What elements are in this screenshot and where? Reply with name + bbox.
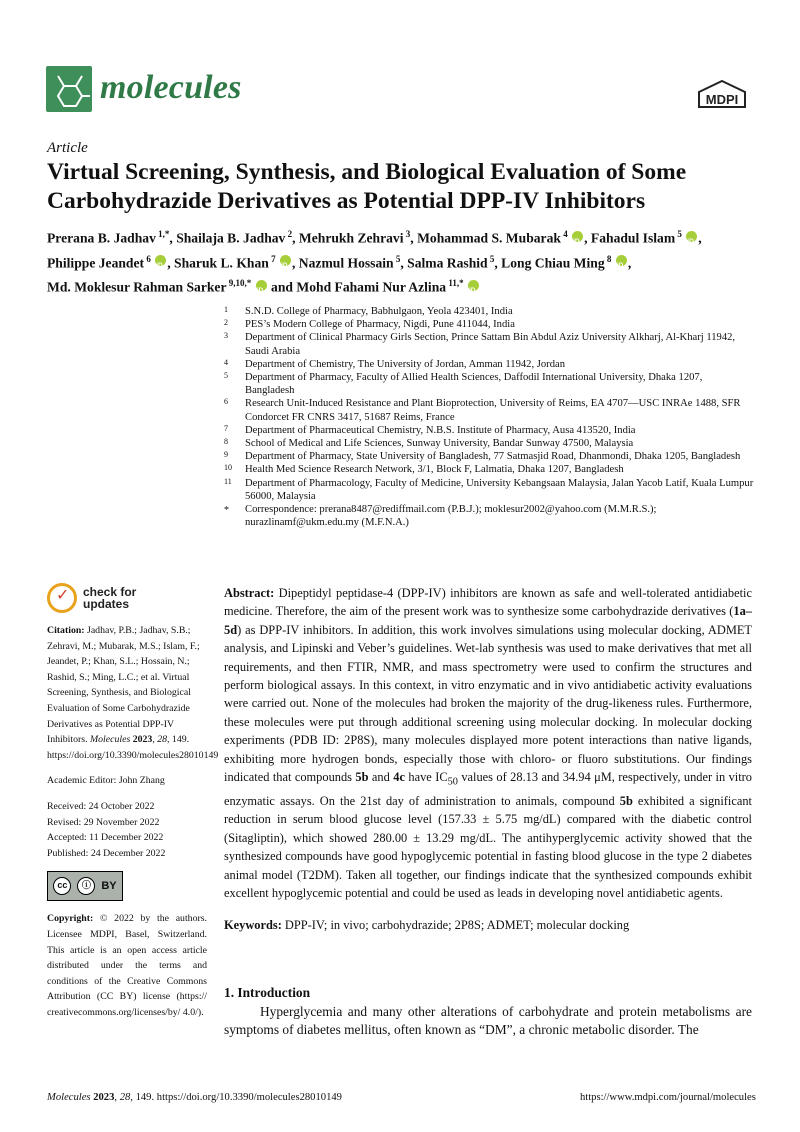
- affiliation-item: [224, 371, 754, 397]
- cc-icon: cc: [53, 877, 71, 895]
- author-name: Prerana B. Jadhav: [47, 230, 156, 246]
- correspondence-text[interactable]: Correspondence: prerana8487@rediffmail.com (P.B.J.); moklesur2002@yahoo.com (M.M.R.S.); nurazlinamf@ukm.edu.my (M.F.N.A.): [245, 504, 657, 529]
- author-affiliation-sup: 4: [560, 229, 568, 239]
- author-name: Nazmul Hossain: [298, 255, 394, 271]
- abstract-text-5: values of 28.13 and 34.94 μM, respectively, under in vitro enzymatic assays. On the 21st day of administration to animals, compound: [224, 770, 752, 808]
- author-name: Md. Moklesur Rahman Sarker: [47, 279, 227, 295]
- citation-doi[interactable]: , 149. https://doi.org/10.3390/molecules28010149: [47, 734, 219, 761]
- copyright-label: Copyright:: [47, 913, 94, 925]
- copyright-block: [47, 911, 207, 1020]
- affiliation-text: School of Medical and Life Sciences, Sunway University, Bandar Sunway 47500, Malaysia: [245, 438, 634, 450]
- paper-title: Virtual Screening, Synthesis, and Biological Evaluation of Some Carbohydrazide Derivatives as Potential DPP-IV Inhibitors: [47, 159, 687, 214]
- journal-logo-icon: [46, 66, 92, 112]
- affiliation-number: 7: [224, 423, 228, 433]
- affiliation-item: [224, 397, 754, 423]
- author-name: Mohd Fahami Nur Azlina: [296, 279, 447, 295]
- affiliation-item: [224, 318, 754, 331]
- correspondence: [224, 503, 754, 529]
- affiliation-number: 11: [224, 476, 232, 486]
- author-affiliation-sup: 5: [675, 229, 682, 239]
- orcid-icon[interactable]: [686, 231, 697, 242]
- affiliation-text: Department of Clinical Pharmacy Girls Section, Prince Sattam Bin Abdul Aziz University Alkharj, Al-Kharj 11942, Saudi Arabia: [245, 332, 736, 357]
- affiliation-text: Department of Chemistry, The University of Jordan, Amman 11942, Jordan: [245, 358, 566, 370]
- orcid-icon[interactable]: [155, 255, 166, 266]
- affiliation-text: Department of Pharmaceutical Chemistry, N.B.S. Institute of Pharmacy, Ausa 413520, India: [245, 424, 636, 436]
- author-name: Mehrukh Zehravi: [298, 230, 404, 246]
- by-person-icon: ⓘ: [77, 877, 95, 895]
- citation-text: Jadhav, P.B.; Jadhav, S.B.; Zehravi, M.; Mubarak, M.S.; Islam, F.; Jeandet, P.; Khan, S.L.; Hossain, N.; Rashid, S.; Ming, L.C.; et al. Virtual Screening, Synthesis, and Biological Evaluation of Some Carbohydrazide Derivatives as Potential DPP-IV Inhibitors.: [47, 625, 200, 746]
- abstract-text-4: have IC: [404, 770, 448, 785]
- journal-name: molecules: [100, 69, 242, 106]
- citation-journal: Molecules: [90, 734, 131, 746]
- mdpi-logo: [694, 80, 750, 110]
- mdpi-logo-text: MDPI: [705, 92, 739, 107]
- author-affiliation-sup: 3: [403, 229, 411, 239]
- author-name: Mohammad S. Mubarak: [417, 230, 561, 246]
- footer-journal: Molecules: [47, 1092, 91, 1103]
- affiliation-number: 10: [224, 463, 232, 473]
- affiliation-text: PES’s Modern College of Pharmacy, Nigdi, Pune 411044, India: [245, 319, 515, 331]
- affiliation-text: Department of Pharmacy, Faculty of Allied Health Sciences, Daffodil International University, Dhaka 1207, Bangladesh: [245, 372, 703, 397]
- affiliation-text: S.N.D. College of Pharmacy, Babhulgaon, Yeola 423401, India: [245, 306, 513, 317]
- abstract-text-2: ) as DPP-IV inhibitors. In addition, this work involves simulations using molecular docking, ADMET analysis, and Lipinski and Veber’s guidelines. Wet-lab synthesis was used to make derivatives that met all requirements, and then FTIR, NMR, and mass spectrometry were used to confirm the structures and perform biological assays. In this context, in vitro enzymatic and in vivo antidiabetic activity evaluations were carried out. None of the molecules had broken the majority of the drug-likeness rules. Furthermore, these molecules were put through additional screening using molecular docking. In molecular docking experiments (PDB ID: 2P8S), many molecules displayed more potent interactions than native ligands, exhibiting more hydrogen bonds, especially those with chloro- or fluoro substitutions. Our findings indicated that compounds: [224, 622, 752, 785]
- cc-by-label: BY: [101, 879, 117, 892]
- affiliations: [224, 305, 754, 529]
- orcid-icon[interactable]: [572, 231, 583, 242]
- author-affiliation-sup: 8: [604, 253, 612, 264]
- abstract-text-3: and: [368, 770, 394, 785]
- footer-year: 2023: [93, 1092, 115, 1103]
- affiliation-item: [224, 450, 754, 463]
- affiliation-text: Health Med Science Research Network, 3/1, Block F, Lalmatia, Dhaka 1207, Bangladesh: [245, 464, 624, 476]
- citation-label: Citation:: [47, 625, 85, 636]
- orcid-icon[interactable]: [256, 280, 267, 291]
- section-heading: 1. Introduction: [224, 985, 311, 1000]
- check-updates-line1: check for: [83, 585, 137, 599]
- affiliation-item: [224, 437, 754, 450]
- author-affiliation-sup: 5: [487, 253, 495, 264]
- check-for-updates-button[interactable]: [47, 583, 207, 613]
- sidebar: [47, 583, 219, 1020]
- date-received: Received: 24 October 2022: [47, 800, 155, 812]
- author-name: Shailaja B. Jadhav: [176, 230, 286, 246]
- affiliation-number: 6: [224, 397, 228, 407]
- author-name: Sharuk L. Khan: [174, 255, 269, 271]
- compound-5b-second: 5b: [619, 793, 633, 808]
- affiliation-item: [224, 305, 754, 318]
- copyright-text: © 2022 by the authors. Licensee MDPI, Basel, Switzerland. This article is an open access article distributed under the terms and conditions of the Creative Commons Attribution (CC BY) license (https:// creativecommons.org/licenses/by/ 4.0/).: [47, 913, 208, 1018]
- affiliation-number: 3: [224, 331, 228, 341]
- orcid-icon[interactable]: [280, 255, 291, 266]
- correspondence-star: *: [224, 505, 229, 517]
- affiliation-number: 2: [224, 318, 228, 328]
- author-affiliation-sup: 7: [268, 253, 276, 264]
- introduction-text: Hyperglycemia and many other alterations of carbohydrate and protein metabolisms are symptoms of diabetes mellitus, often known as “DM”, a chronic metabolic disorder. The: [224, 1004, 752, 1037]
- citation-volume: 28: [157, 734, 168, 746]
- affiliation-text: Research Unit-Induced Resistance and Plant Bioprotection, University of Reims, EA 4707—USC INRAe 1488, SFR Condorcet FR CNRS 3417, 51687 Reims, France: [245, 398, 741, 423]
- author-name: Long Chiau Ming: [501, 255, 605, 271]
- date-revised: Revised: 29 November 2022: [47, 816, 160, 828]
- affiliation-number: 5: [224, 371, 228, 381]
- affiliation-item: [224, 424, 754, 437]
- author-list: [47, 224, 767, 298]
- orcid-icon[interactable]: [616, 255, 627, 266]
- orcid-icon[interactable]: [468, 280, 479, 291]
- keywords-text: DPP-IV; in vivo; carbohydrazide; 2P8S; ADMET; molecular docking: [281, 918, 630, 932]
- affiliation-text: Department of Pharmacy, State University of Bangladesh, 77 Satmasjid Road, Dhanmondi, Dhaka 1205, Bangladesh: [245, 451, 741, 463]
- footer-journal-url[interactable]: https://www.mdpi.com/journal/molecules: [580, 1092, 756, 1103]
- author-line: Philippe Jeandet $^6$ iD , Sharuk L. Khan $^7$ iD , Nazmul Hossain $^5$, Salma Rashid $^5$, Long Chiau Ming $^8$ iD ,: [47, 249, 767, 274]
- compound-4c: 4c: [393, 770, 405, 785]
- citation-block: Citation: Jadhav, P.B.; Jadhav, S.B.; Zehravi, M.; Mubarak, M.S.; Islam, F.; Jeandet, P.; Khan, S.L.; Hossain, N.; Rashid, S.; Ming, L.C.; et al. Virtual Screening, Synthesis, and Biological Evaluation of Some Carbohydrazide Derivatives as Potential DPP-IV Inhibitors. Molecules 2023, 28, 149. https://doi.org/10.3390/molecules28010149: [47, 625, 219, 761]
- author-name: Philippe Jeandet: [47, 255, 145, 271]
- affiliation-number: 8: [224, 437, 228, 447]
- dates-block: [47, 799, 207, 861]
- ic50-subscript: 50: [447, 776, 458, 788]
- abstract-text-1: Dipeptidyl peptidase-4 (DPP-IV) inhibitors are known as safe and well-tolerated antidiabetic medicine. Therefore, the aim of the present work was to synthesize some carbohydrazide derivatives (: [224, 586, 752, 619]
- author-affiliation-sup: 2: [285, 229, 293, 239]
- author-affiliation-sup: 1,*: [155, 229, 170, 239]
- affiliation-item: [224, 358, 754, 371]
- date-accepted: Accepted: 11 December 2022: [47, 832, 164, 844]
- author-name: Salma Rashid: [407, 255, 488, 271]
- footer-citation: Molecules 2023, 28, 149. https://doi.org/10.3390/molecules28010149: [47, 1092, 342, 1103]
- affiliation-number: 4: [224, 357, 228, 367]
- article-type: Article: [47, 140, 88, 156]
- abstract: [224, 584, 752, 902]
- keywords-label: Keywords:: [224, 918, 282, 932]
- footer-doi-link[interactable]: , 149. https://doi.org/10.3390/molecules28010149: [130, 1092, 342, 1103]
- affiliation-text: Department of Pharmacology, Faculty of Medicine, University Kebangsaan Malaysia, Jalan Yacob Latif, Kuala Lumpur 56000, Malaysia: [245, 477, 754, 502]
- affiliation-number: 9: [224, 450, 228, 460]
- date-published: Published: 24 December 2022: [47, 847, 166, 859]
- affiliation-item: [224, 463, 754, 476]
- citation-year: 2023: [132, 734, 153, 746]
- keywords: [224, 916, 752, 934]
- author-affiliation-sup: 11,*: [446, 278, 464, 289]
- academic-editor: Academic Editor: John Zhang: [47, 775, 165, 787]
- affiliation-item: [224, 477, 754, 503]
- affiliation-number: 1: [224, 305, 228, 314]
- author-line: Prerana B. Jadhav $^{1,*}$, Shailaja B. Jadhav $^2$, Mehrukh Zehravi $^3$, Mohammad S. Mubarak $^4$ iD , Fahadul Islam $^5$ iD ,: [47, 224, 767, 249]
- cc-by-license-badge[interactable]: [47, 871, 123, 901]
- author-affiliation-sup: 9,10,*: [226, 278, 252, 289]
- abstract-label: Abstract:: [224, 586, 275, 600]
- compound-5b: 5b: [355, 770, 369, 785]
- author-affiliation-sup: 6: [144, 253, 151, 264]
- author-affiliation-sup: 5: [393, 253, 401, 264]
- author-line: Md. Moklesur Rahman Sarker $^{9,10,*}$ iD and Mohd Fahami Nur Azlina $^{11,*}$ iD: [47, 273, 767, 298]
- author-name: Fahadul Islam: [590, 230, 676, 246]
- abstract-text-6: exhibited a significant reduction in serum blood glucose level (157.33 ± 5.75 mg/dL) compared with the diabetic control (Sitagliptin), which showed 280.00 ± 13.29 mg/dL. The antihyperglycemic activity showed that the synthesized compounds have good hypoglycemic potential in fasting blood glucose in the type 2 diabetes animal model (T2DM). Taken all together, our findings indicate that the synthesized compounds exhibit excellent hypoglycemic potential and could be used as leads in developing novel antidiabetic agents.: [224, 793, 752, 900]
- compound-range: 1a–5d: [224, 604, 752, 637]
- check-updates-icon: [47, 583, 77, 613]
- footer-volume: 28: [119, 1092, 131, 1103]
- check-updates-line2: updates: [83, 597, 130, 611]
- affiliation-item: [224, 331, 754, 357]
